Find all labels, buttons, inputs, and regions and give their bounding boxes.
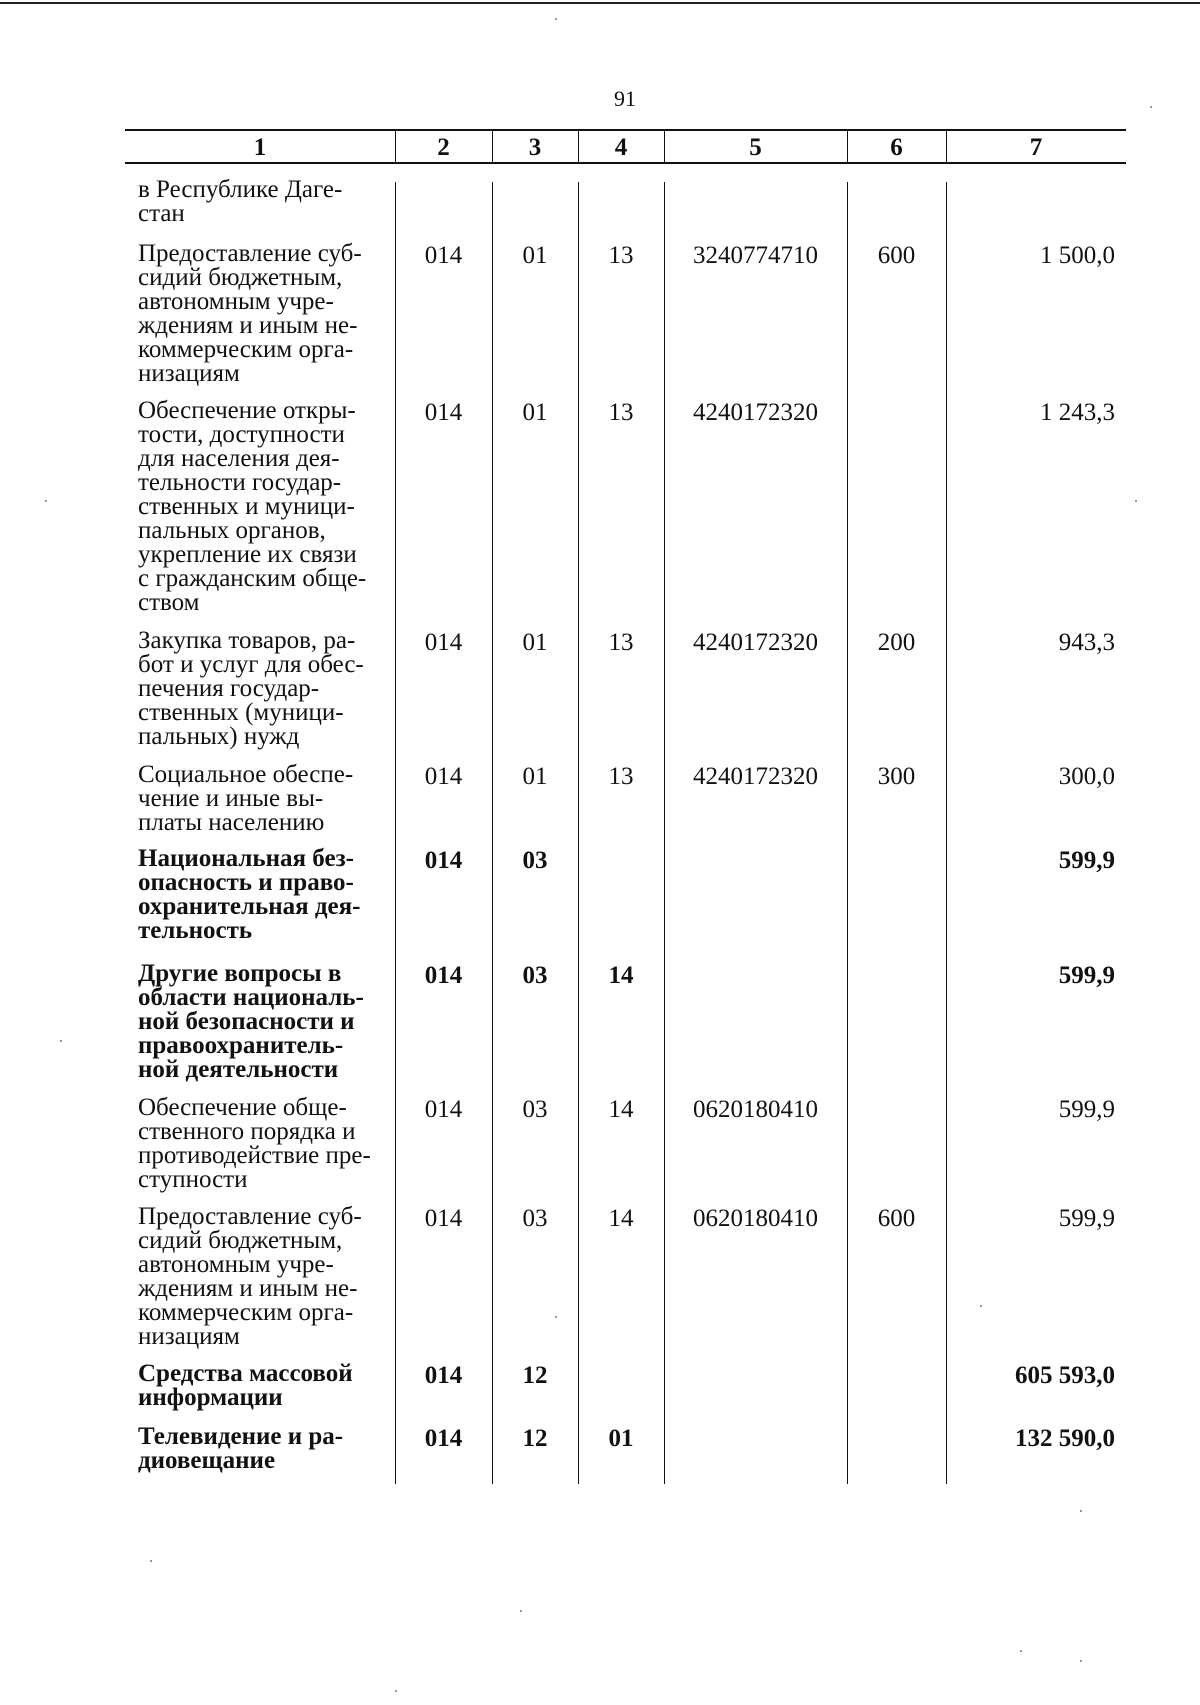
row-admin-code: 014 (424, 1425, 463, 1452)
row-target-article: 0620180410 (693, 1205, 818, 1232)
body-column-separator (664, 182, 665, 1484)
row-description: Другие вопросы в области националь- ной безопасности и правоохранитель- ной деятельности (138, 960, 364, 1083)
scan-speck (45, 500, 47, 502)
row-section-code: 03 (522, 962, 548, 989)
header-top-rule (125, 129, 1126, 131)
scan-speck (555, 1316, 557, 1318)
row-expense-type: 200 (877, 629, 916, 656)
row-target-article: 4240172320 (693, 763, 818, 790)
row-amount: 599,9 (1058, 847, 1115, 874)
row-expense-type: 300 (877, 763, 916, 790)
row-amount: 1 500,0 (1040, 242, 1115, 269)
row-target-article: 3240774710 (693, 242, 818, 269)
header-bottom-rule (125, 162, 1126, 164)
row-amount: 1 243,3 (1040, 399, 1115, 426)
row-expense-type: 600 (877, 242, 916, 269)
scan-speck (1020, 1650, 1022, 1652)
row-description: Обеспечение откры- тости, доступности для населения дея- тельности государ- ственных и муници- пальных органов, укрепление их связи с гражданским обще- ством (138, 397, 367, 616)
row-subsection-code: 13 (608, 242, 634, 269)
row-admin-code: 014 (424, 1205, 463, 1232)
row-section-code: 01 (522, 242, 548, 269)
row-section-code: 12 (522, 1362, 548, 1389)
header-col-3: 3 (528, 134, 542, 161)
row-description: Социальное обеспе- чение и иные вы- платы населению (138, 761, 354, 836)
row-subsection-code: 14 (608, 1205, 634, 1232)
row-admin-code: 014 (424, 847, 463, 874)
scan-speck (60, 1040, 62, 1042)
row-admin-code: 014 (424, 962, 463, 989)
row-description: Предоставление суб- сидий бюджетным, автономным учре- ждениям и иным не- коммерческим орга- низациям (138, 240, 362, 387)
page-number: 91 (614, 86, 636, 111)
scan-speck (1080, 1660, 1082, 1662)
row-description: Средства массовой информации (138, 1360, 353, 1411)
row-admin-code: 014 (424, 399, 463, 426)
scan-speck (520, 1610, 522, 1612)
row-target-article: 0620180410 (693, 1096, 818, 1123)
scan-speck (980, 1305, 982, 1307)
row-subsection-code: 13 (608, 763, 634, 790)
scan-speck (395, 1690, 397, 1692)
row-description: в Республике Даге- стан (138, 176, 343, 227)
row-section-code: 03 (522, 847, 548, 874)
header-col-4: 4 (614, 134, 628, 161)
body-column-separator (395, 182, 396, 1484)
row-amount: 605 593,0 (1015, 1362, 1115, 1389)
row-description: Национальная без- опасность и право- охранительная дея- тельность (138, 845, 361, 944)
row-admin-code: 014 (424, 629, 463, 656)
row-subsection-code: 14 (608, 1096, 634, 1123)
row-subsection-code: 14 (608, 962, 634, 989)
header-col-5: 5 (749, 134, 762, 161)
scan-speck (150, 1560, 152, 1562)
header-col-7: 7 (1029, 134, 1043, 161)
row-amount: 300,0 (1058, 763, 1115, 790)
row-admin-code: 014 (424, 242, 463, 269)
row-subsection-code: 01 (608, 1425, 634, 1452)
body-column-separator (492, 182, 493, 1484)
row-amount: 132 590,0 (1015, 1425, 1115, 1452)
scan-speck (1080, 1510, 1082, 1512)
header-col-1: 1 (253, 134, 267, 161)
row-target-article: 4240172320 (693, 399, 818, 426)
row-section-code: 01 (522, 629, 548, 656)
row-admin-code: 014 (424, 1362, 463, 1389)
body-column-separator (847, 182, 848, 1484)
row-description: Обеспечение обще- ственного порядка и противодействие пре- ступности (138, 1094, 371, 1193)
row-amount: 599,9 (1058, 1205, 1115, 1232)
row-section-code: 01 (522, 763, 548, 790)
row-section-code: 12 (522, 1425, 548, 1452)
row-description: Закупка товаров, ра- бот и услуг для обес- печения государ- ственных (муници- пальных) нужд (138, 627, 364, 750)
header-col-6: 6 (890, 134, 903, 161)
scan-speck (1150, 106, 1152, 108)
row-description: Предоставление суб- сидий бюджетным, автономным учре- ждениям и иным не- коммерческим орга- низациям (138, 1203, 362, 1350)
row-subsection-code: 13 (608, 399, 634, 426)
body-column-separator (578, 182, 579, 1484)
row-amount: 599,9 (1058, 962, 1115, 989)
row-section-code: 01 (522, 399, 548, 426)
row-description: Телевидение и ра- диовещание (138, 1423, 344, 1474)
scan-speck (1135, 500, 1137, 502)
row-target-article: 4240172320 (693, 629, 818, 656)
row-admin-code: 014 (424, 1096, 463, 1123)
row-admin-code: 014 (424, 763, 463, 790)
row-amount: 943,3 (1058, 629, 1115, 656)
row-section-code: 03 (522, 1096, 548, 1123)
scan-top-border (0, 2, 1200, 4)
row-amount: 599,9 (1058, 1096, 1115, 1123)
row-section-code: 03 (522, 1205, 548, 1232)
body-column-separator (946, 182, 947, 1484)
header-col-2: 2 (437, 134, 450, 161)
row-expense-type: 600 (877, 1205, 916, 1232)
scan-speck (555, 18, 557, 20)
row-subsection-code: 13 (608, 629, 634, 656)
